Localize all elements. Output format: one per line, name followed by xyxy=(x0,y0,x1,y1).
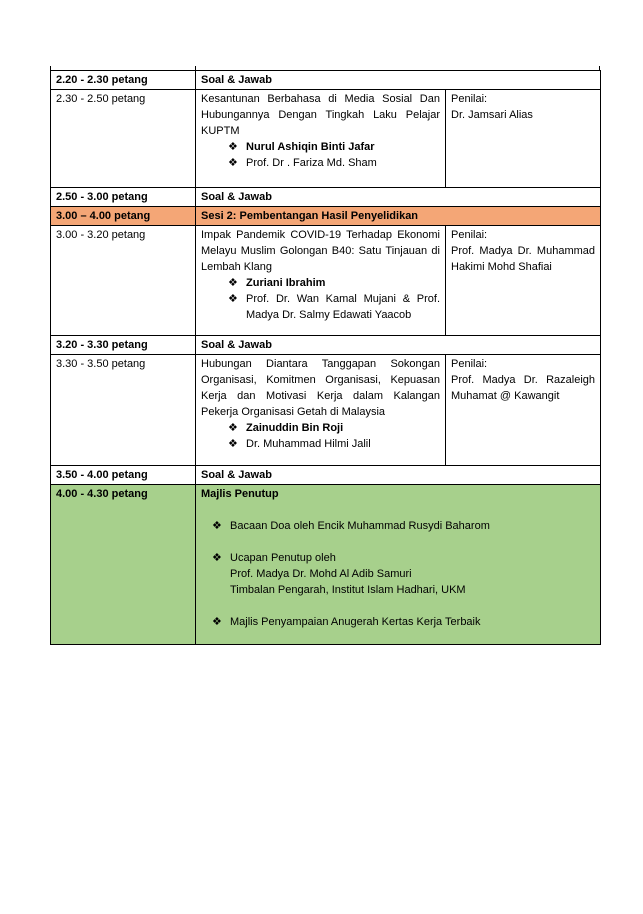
time-cell: 3.00 - 3.20 petang xyxy=(51,226,196,336)
session-title: Impak Pandemik COVID-19 Terhadap Ekonomi Melayu Muslim Golongan B40: Satu Tinjauan di Lembah Klang xyxy=(201,229,440,273)
diamond-bullet-icon: ❖ xyxy=(228,277,238,289)
closing-item-line: Bacaan Doa oleh Encik Muhammad Rusydi Baharom xyxy=(230,520,490,532)
time-cell: 2.50 - 3.00 petang xyxy=(51,188,196,207)
programme-schedule-table xyxy=(50,70,601,645)
qa-label-cell: Soal & Jawab xyxy=(196,188,601,207)
evaluator-label: Penilai: xyxy=(451,93,488,105)
diamond-bullet-icon: ❖ xyxy=(228,422,238,434)
presenter-item xyxy=(228,436,440,452)
closing-item xyxy=(212,614,595,630)
presenter-item xyxy=(228,420,440,436)
diamond-bullet-icon: ❖ xyxy=(212,616,222,628)
session-cell xyxy=(196,90,446,188)
presenter-name: Zainuddin Bin Roji xyxy=(246,422,344,434)
presenter-item xyxy=(228,291,440,323)
diamond-bullet-icon: ❖ xyxy=(228,438,238,450)
evaluator-name: Prof. Madya Dr. Muhammad Hakimi Mohd Shafiai xyxy=(451,245,596,273)
time-cell: 3.20 - 3.30 petang xyxy=(51,336,196,355)
time-cell: 3.50 - 4.00 petang xyxy=(51,466,196,485)
evaluator-cell xyxy=(446,355,601,466)
time-cell: 3.00 – 4.00 petang xyxy=(51,207,196,226)
closing-item-text xyxy=(230,550,595,598)
evaluator-cell xyxy=(446,226,601,336)
diamond-bullet-icon: ❖ xyxy=(228,141,238,153)
closing-item-line: Timbalan Pengarah, Institut Islam Hadhari, UKM xyxy=(230,584,466,596)
session-title: Kesantunan Berbahasa di Media Sosial Dan Hubungannya Dengan Tingkah Laku Pelajar KUPTM xyxy=(201,93,440,137)
closing-title: Majlis Penutup xyxy=(201,488,279,500)
closing-item-line: Ucapan Penutup oleh xyxy=(230,552,336,564)
qa-label-cell: Soal & Jawab xyxy=(196,71,601,90)
table-row xyxy=(51,485,601,645)
presenter-name: Prof. Dr. Wan Kamal Mujani & Prof. Madya Dr. Salmy Edawati Yaacob xyxy=(246,293,440,321)
table-row xyxy=(51,466,601,485)
time-cell: 4.00 - 4.30 petang xyxy=(51,485,196,645)
evaluator-label: Penilai: xyxy=(451,229,488,241)
presenter-name: Zuriani Ibrahim xyxy=(246,277,326,289)
evaluator-cell xyxy=(446,90,601,188)
closing-item-line: Prof. Madya Dr. Mohd Al Adib Samuri xyxy=(230,568,412,580)
time-cell: 2.30 - 2.50 petang xyxy=(51,90,196,188)
table-row xyxy=(51,336,601,355)
closing-cell xyxy=(196,485,601,645)
evaluator-name: Prof. Madya Dr. Razaleigh Muhamat @ Kawangit xyxy=(451,374,596,402)
table-row xyxy=(51,90,601,188)
diamond-bullet-icon: ❖ xyxy=(228,293,238,305)
closing-item xyxy=(212,550,595,598)
table-row xyxy=(51,207,601,226)
session-cell xyxy=(196,226,446,336)
diamond-bullet-icon: ❖ xyxy=(212,520,222,532)
presenter-name: Prof. Dr . Fariza Md. Sham xyxy=(246,157,377,169)
diamond-bullet-icon: ❖ xyxy=(228,157,238,169)
diamond-bullet-icon: ❖ xyxy=(212,552,222,564)
section-header-label-cell: Sesi 2: Pembentangan Hasil Penyelidikan xyxy=(196,207,601,226)
schedule-body xyxy=(51,71,601,645)
table-row xyxy=(51,226,601,336)
closing-item-line: Majlis Penyampaian Anugerah Kertas Kerja Terbaik xyxy=(230,616,481,628)
closing-item xyxy=(212,518,595,534)
presenter-item xyxy=(228,275,440,291)
time-cell: 2.20 - 2.30 petang xyxy=(51,71,196,90)
evaluator-label: Penilai: xyxy=(451,358,488,370)
evaluator-name: Dr. Jamsari Alias xyxy=(451,109,533,121)
qa-label-cell: Soal & Jawab xyxy=(196,336,601,355)
presenter-name: Nurul Ashiqin Binti Jafar xyxy=(246,141,375,153)
session-title: Hubungan Diantara Tanggapan Sokongan Organisasi, Komitmen Organisasi, Kepuasan Kerja dan Motivasi Kerja dalam Kalangan Pekerja Organisasi Getah di Malaysia xyxy=(201,358,440,418)
closing-item-text xyxy=(230,614,595,630)
closing-item-text xyxy=(230,518,595,534)
presenter-item xyxy=(228,155,440,171)
qa-label-cell: Soal & Jawab xyxy=(196,466,601,485)
table-row xyxy=(51,188,601,207)
time-cell: 3.30 - 3.50 petang xyxy=(51,355,196,466)
table-row xyxy=(51,71,601,90)
presenter-item xyxy=(228,139,440,155)
presenter-name: Dr. Muhammad Hilmi Jalil xyxy=(246,438,371,450)
table-row xyxy=(51,355,601,466)
session-cell xyxy=(196,355,446,466)
